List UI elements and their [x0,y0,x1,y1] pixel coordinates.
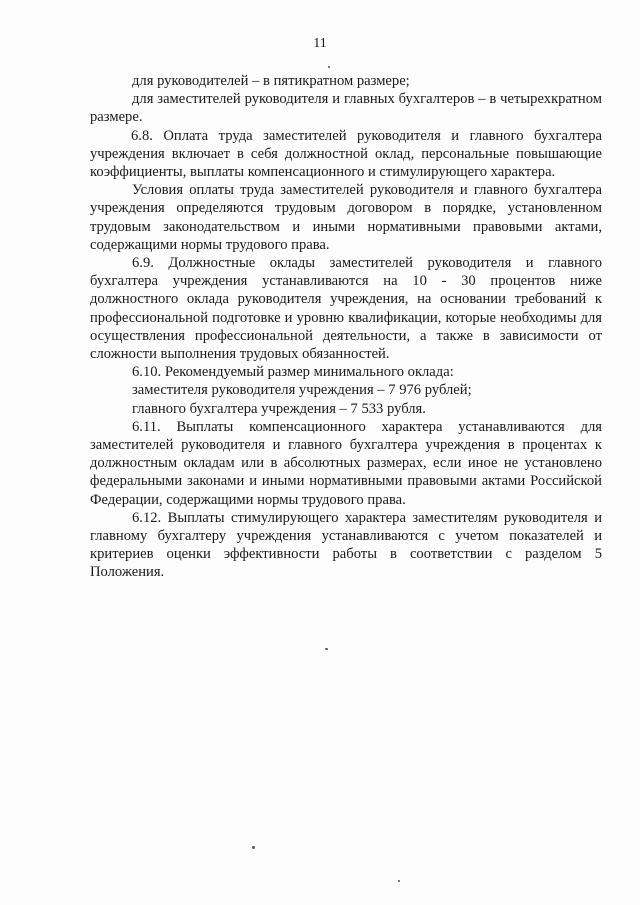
document-body [90,72,602,582]
paragraph: 6.12. Выплаты стимулирующего характера заместителям руководителя и главному бухгалтеру учреждения устанавливаются с учетом показателей и критериев оценки эффективности работы в соответствии с разделом 5 Положения. [90,509,602,581]
scan-speck [252,846,255,849]
paragraph: главного бухгалтера учреждения – 7 533 рубля. [132,400,426,417]
scan-speck [398,880,400,882]
paragraph: Условия оплаты труда заместителей руководителя и главного бухгалтера учреждения определяются трудовым договором в порядке, установленном трудовым законодательством и иными нормативными правовыми актами, содержащими нормы трудового права. [90,182,602,253]
paragraph: 6.8. Оплата труда заместителей руководителя и главного бухгалтера учреждения включает в себя должностной оклад, персональные повышающие коэффициенты, выплаты компенсационного и стимулирующего характера. [90,127,602,181]
paragraph: для руководителей – в пятикратном размере; [132,73,410,89]
paragraph: 6.10. Рекомендуемый размер минимального оклада: [132,364,454,381]
page-number: 11 [313,36,327,51]
paragraph: 6.9. Должностные оклады заместителей руководителя и главного бухгалтера учреждения устанавливаются на 10 - 30 процентов ниже должностного оклада руководителя учреждения, на основании требований к профессиональной подготовке и уровню квалификации, которые необходимы для осуществления профессиональной деятельности, а также в зависимости от сложности выполнения трудовых обязанностей. [90,255,602,363]
scan-speck [325,648,328,650]
paragraph: 6.11. Выплаты компенсационного характера устанавливаются для заместителей руководителя и главного бухгалтера учреждения в процентах к должностным окладам или в абсолютных размерах, если иное не установлено федеральными законами и иными нормативными правовыми актами Российской Федерации, содержащими нормы трудового права. [90,418,602,508]
scan-speck [328,66,330,68]
paragraph: для заместителей руководителя и главных бухгалтеров – в четырехкратном размере. [90,91,602,126]
paragraph: заместителя руководителя учреждения – 7 976 рублей; [132,382,472,399]
